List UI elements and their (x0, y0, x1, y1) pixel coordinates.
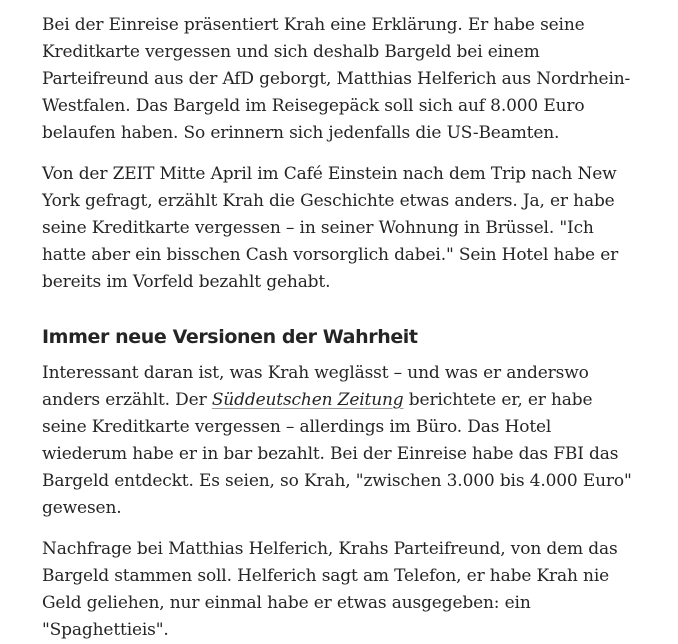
paragraph-3 (42, 360, 638, 522)
paragraph-2: Von der ZEIT Mitte April im Café Einstein nach dem Trip nach New York gefragt, erzählt Krah die Geschichte etwas anders. Ja, er habe seine Kreditkarte vergessen – in seiner Wohnung in Brüssel. "Ich hatte aber ein bisschen Cash vorsorglich dabei." Sein Hotel habe er bereits im Vorfeld bezahlt gehabt. (42, 164, 619, 292)
paragraph-3-text-after: berichtete er, er habe seine Kreditkarte vergessen – allerdings im Büro. Das Hotel wiederum habe er in bar bezahlt. Bei der Einreise habe das FBI das Bargeld entdeckt. Es seien, so Krah, "zwischen 3.000 bis 4.000 Euro" gewesen. (42, 390, 632, 518)
sueddeutsche-link[interactable]: Süddeutschen Zeitung (211, 390, 404, 410)
paragraph-1: Bei der Einreise präsentiert Krah eine Erklärung. Er habe seine Kreditkarte vergessen und sich deshalb Bargeld bei einem Parteifreund aus der AfD geborgt, Matthias Helferich aus Nordrhein-Westfalen. Das Bargeld im Reisegepäck soll sich auf 8.000 Euro belaufen haben. So erinnern sich jedenfalls die US-Beamten. (42, 15, 631, 143)
paragraph-3-text-before: Interessant daran ist, was Krah weglässt – und was er anderswo anders erzählt. Der (42, 363, 589, 410)
section-heading: Immer neue Versionen der Wahrheit (42, 326, 418, 348)
paragraph-4: Nachfrage bei Matthias Helferich, Krahs Parteifreund, von dem das Bargeld stammen soll. Helferich sagt am Telefon, er habe Krah nie Geld geliehen, nur einmal habe er etwas ausgegeben: ein "Spaghettieis". (42, 539, 618, 640)
